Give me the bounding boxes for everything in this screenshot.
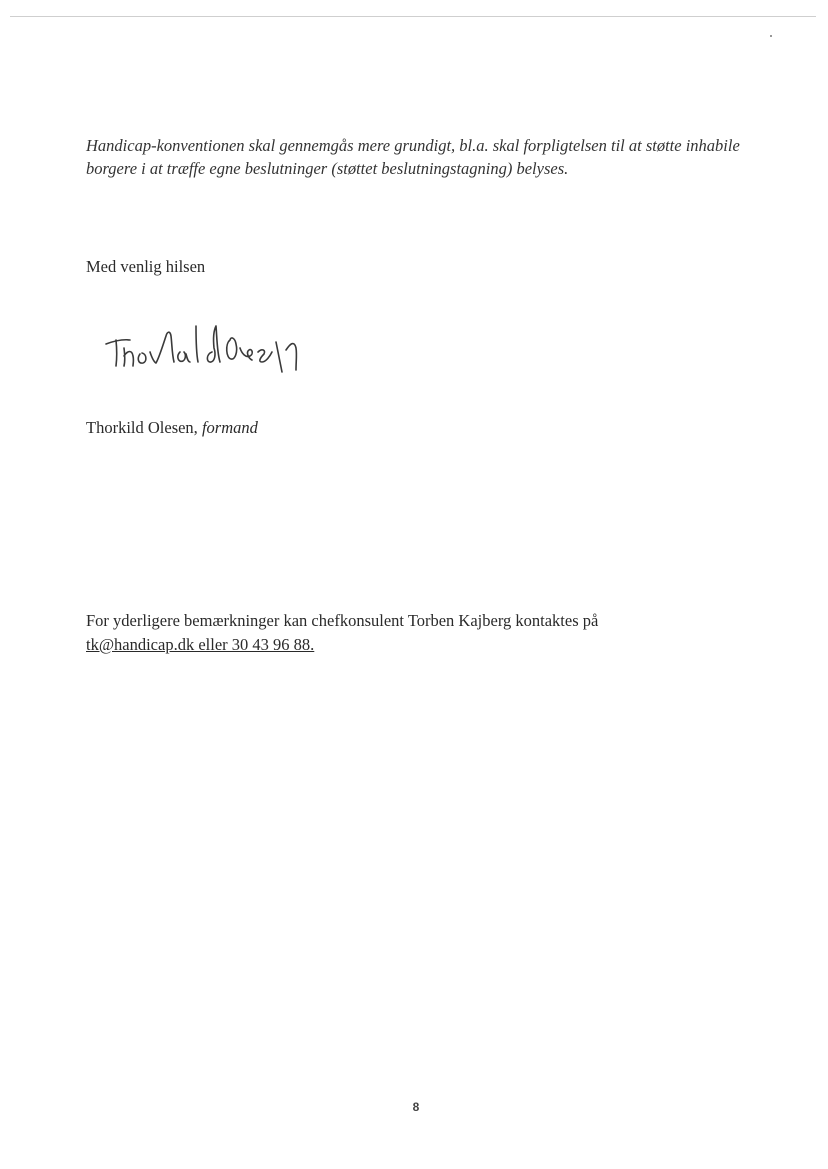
intro-paragraph: Handicap-konventionen skal gennemgås mere grundigt, bl.a. skal forpligtelsen til at støtte inhabile borgere i at træffe egne beslutninger (støttet beslutningstagning) belyses.	[86, 136, 740, 178]
contact-paragraph	[86, 609, 726, 657]
contact-link[interactable]: tk@handicap.dk eller 30 43 96 88.	[86, 635, 315, 654]
scan-edge-line	[10, 16, 816, 17]
scan-speck	[770, 35, 772, 37]
contact-text: For yderligere bemærkninger kan chefkonsulent Torben Kajberg kontaktes på	[86, 611, 599, 630]
signer-name: Thorkild Olesen,	[86, 418, 198, 437]
greeting: Med venlig hilsen	[86, 257, 206, 276]
page-number: 8	[412, 1100, 420, 1114]
signer-line	[86, 418, 258, 438]
signature-image	[100, 318, 310, 376]
signer-role: formand	[201, 418, 258, 437]
